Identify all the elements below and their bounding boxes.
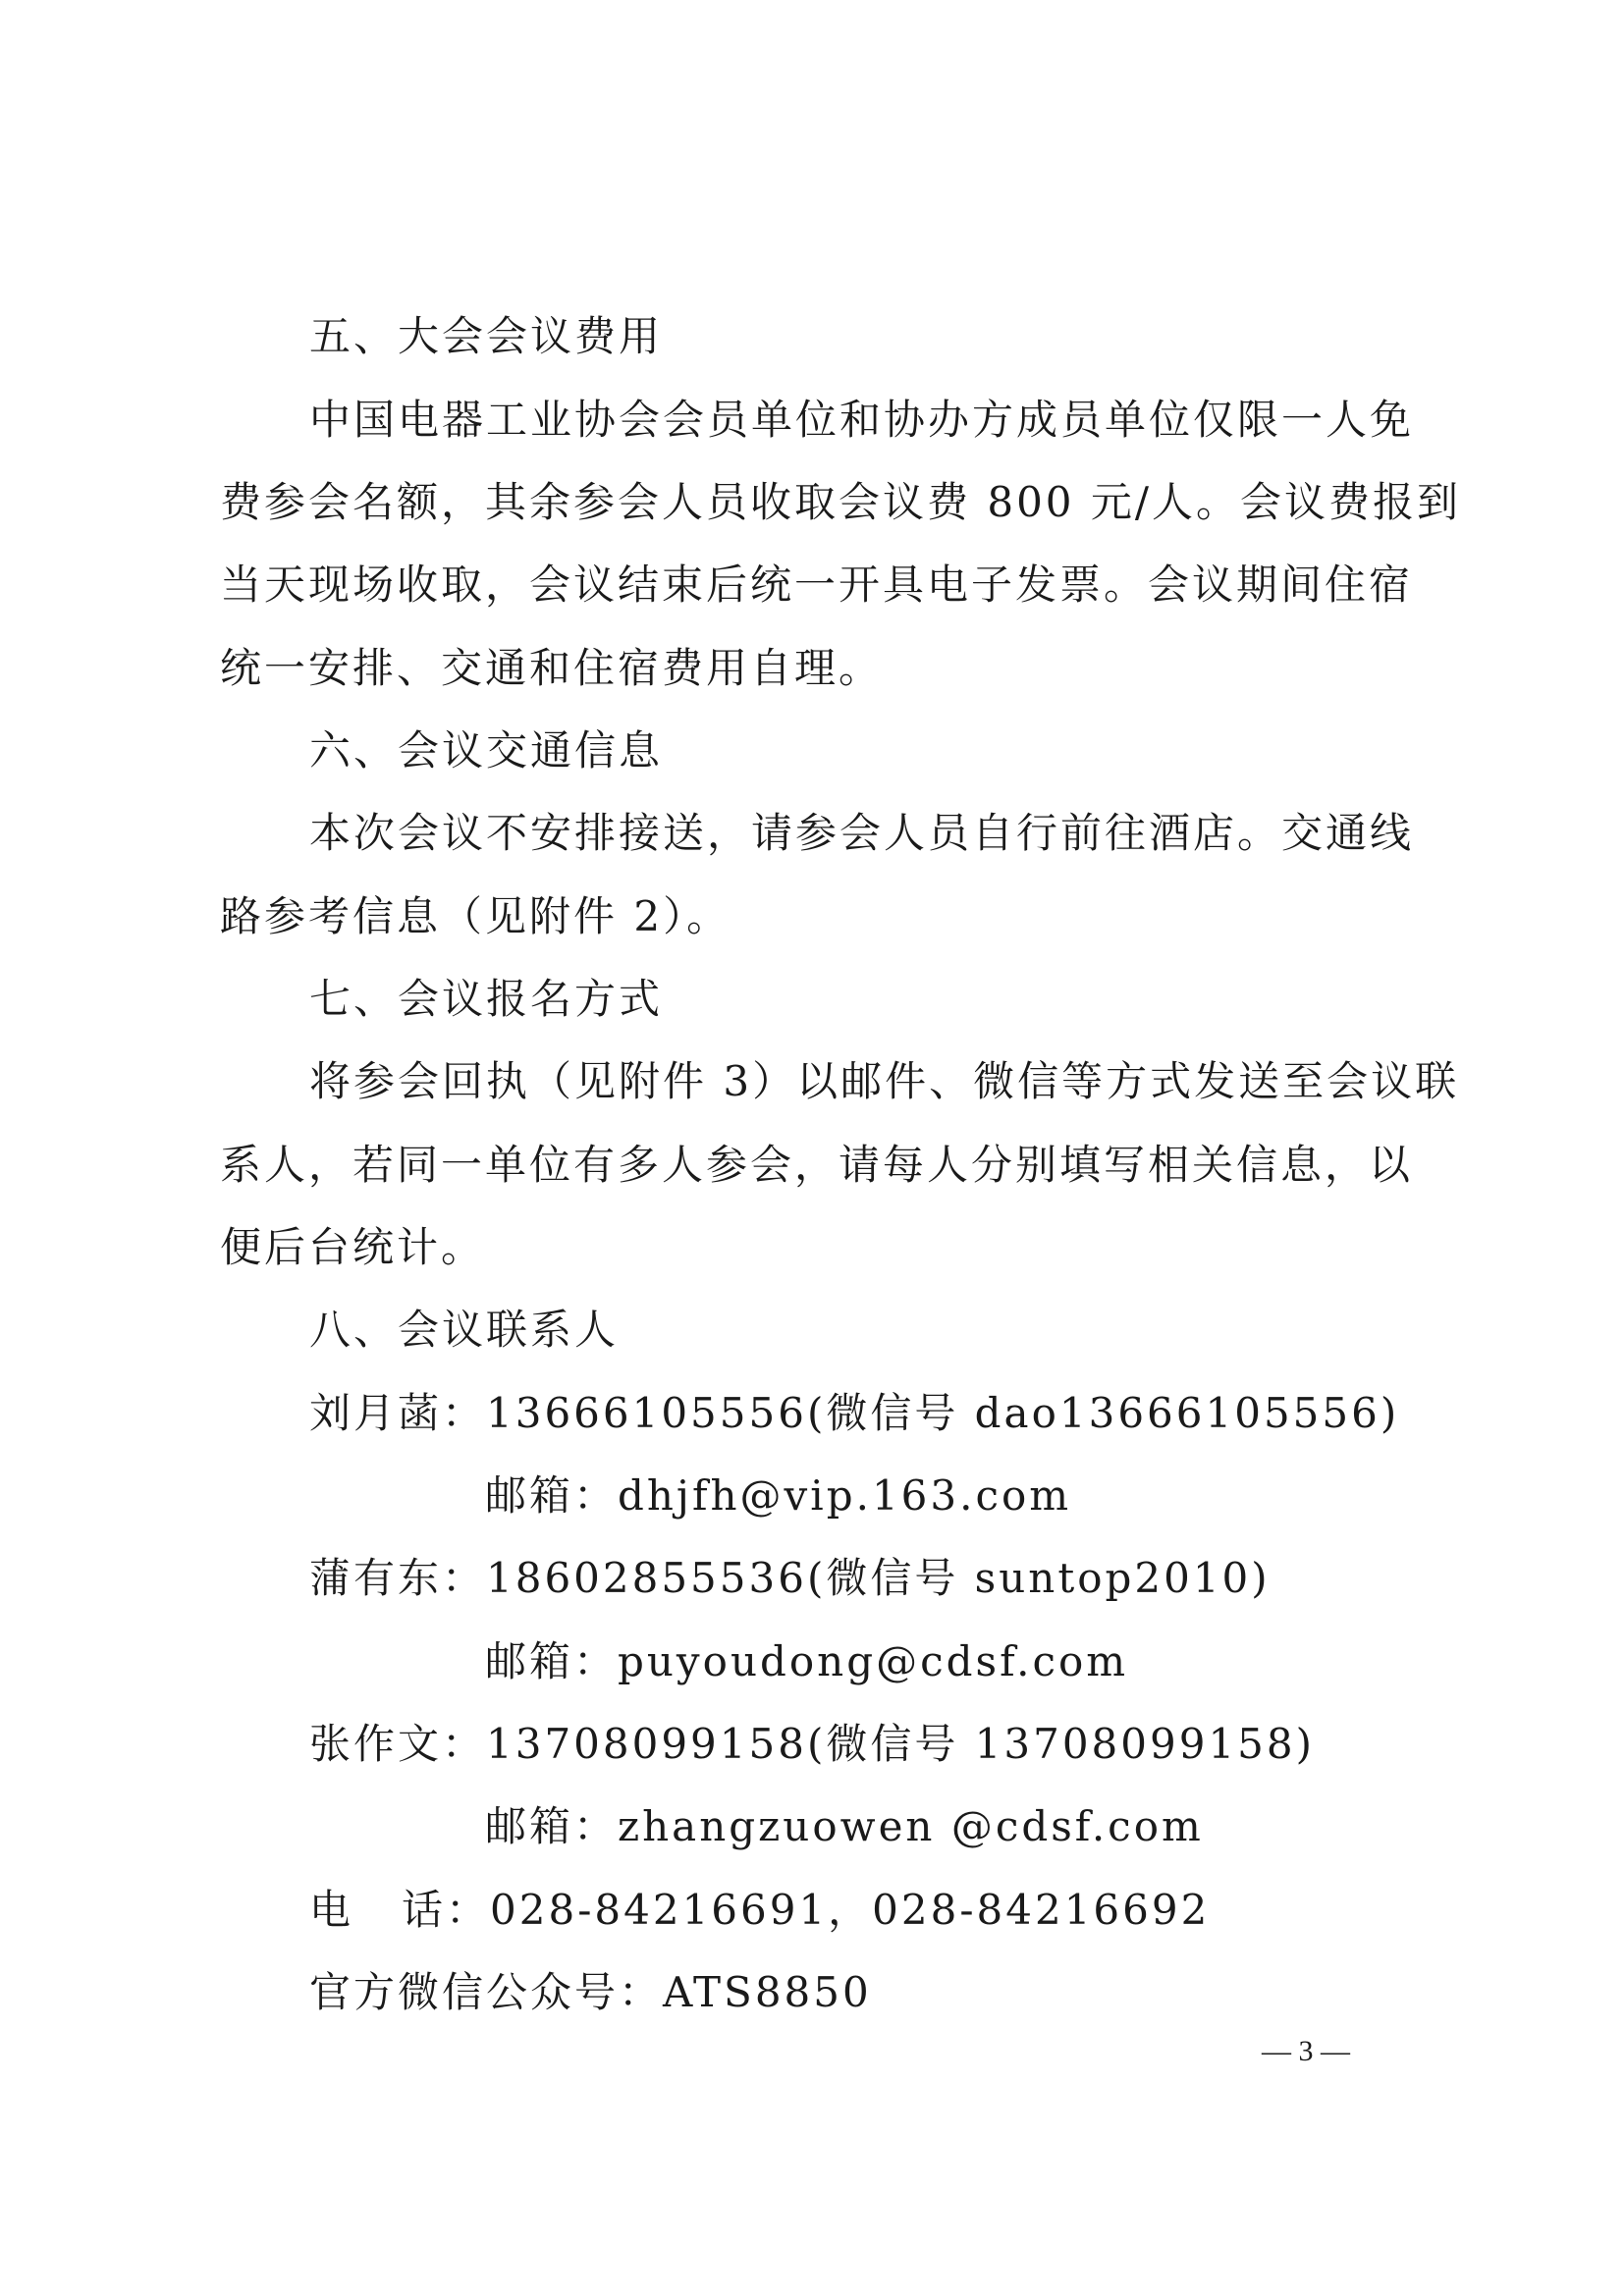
contact-email: 邮箱：puyoudong@cdsf.com <box>485 1637 1129 1685</box>
contact-email: 邮箱：zhangzuowen @cdsf.com <box>485 1802 1204 1850</box>
body-line: 本次会议不安排接送，请参会人员自行前往酒店。交通线 <box>309 809 1415 857</box>
wechat-account-line: 官方微信公众号：ATS8850 <box>309 1968 872 2016</box>
body-line: 统一安排、交通和住宿费用自理。 <box>220 644 884 692</box>
body-line: 将参会回执（见附件 3）以邮件、微信等方式发送至会议联 <box>309 1057 1460 1105</box>
section-heading-registration: 七、会议报名方式 <box>309 975 664 1023</box>
body-line: 路参考信息（见附件 2）。 <box>220 892 731 940</box>
body-line: 费参会名额，其余参会人员收取会议费 800 元/人。会议费报到 <box>220 478 1462 526</box>
contact-email: 邮箱：dhjfh@vip.163.com <box>485 1471 1072 1520</box>
section-heading-fees: 五、大会会议费用 <box>309 312 664 360</box>
page-number: — 3 — <box>1262 2035 1350 2067</box>
contact-line: 刘月菡：13666105556(微信号 dao13666105556) <box>309 1389 1400 1437</box>
contact-line: 蒲有东：18602855536(微信号 suntop2010) <box>309 1554 1271 1602</box>
section-heading-contacts: 八、会议联系人 <box>309 1306 620 1354</box>
contact-line: 张作文：13708099158(微信号 13708099158) <box>309 1720 1315 1768</box>
body-line: 当天现场收取，会议结束后统一开具电子发票。会议期间住宿 <box>220 561 1414 609</box>
phone-line: 电 话：028-84216691，028-84216692 <box>309 1886 1211 1934</box>
body-line: 便后台统计。 <box>220 1223 486 1271</box>
body-line: 中国电器工业协会会员单位和协办方成员单位仅限一人免 <box>309 396 1415 444</box>
section-heading-transport: 六、会议交通信息 <box>309 726 664 774</box>
body-line: 系人，若同一单位有多人参会，请每人分别填写相关信息，以 <box>220 1141 1414 1189</box>
